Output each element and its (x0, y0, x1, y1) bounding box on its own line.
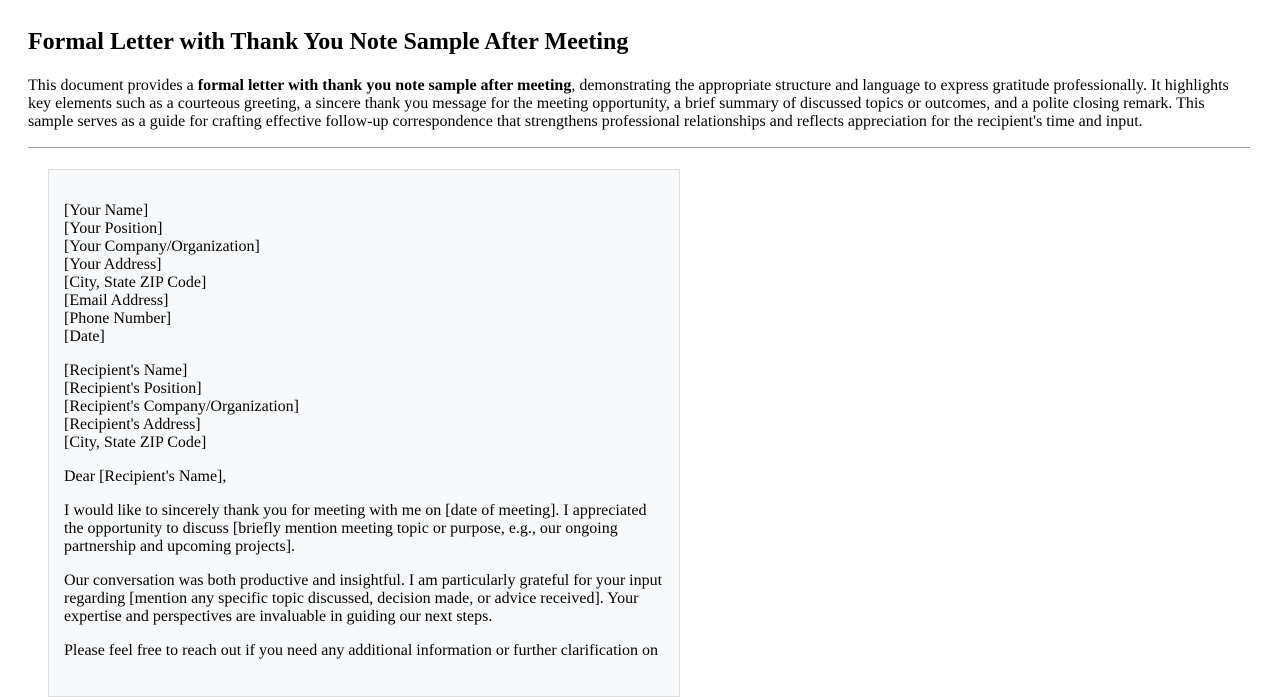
sender-name: [Your Name] (64, 202, 149, 219)
sender-phone: [Phone Number] (64, 310, 172, 327)
recipient-position: [Recipient's Position] (64, 380, 202, 397)
intro-paragraph (28, 77, 1230, 131)
recipient-city-state-zip: [City, State ZIP Code] (64, 434, 207, 451)
intro-bold-phrase: formal letter with thank you note sample after meeting (197, 77, 572, 94)
letter-date: [Date] (64, 328, 105, 345)
intro-text-before: This document provides a (28, 77, 198, 94)
recipient-address: [Recipient's Address] (64, 416, 201, 433)
recipient-company: [Recipient's Company/Organization] (64, 398, 299, 415)
salutation: Dear [Recipient's Name], (64, 468, 227, 485)
body-paragraph-3: Please feel free to reach out if you need any additional information or further clarification on (64, 642, 658, 659)
sender-email: [Email Address] (64, 292, 169, 309)
page-title: Formal Letter with Thank You Note Sample After Meeting (28, 29, 629, 55)
section-divider (28, 147, 1250, 148)
body-paragraph-1: I would like to sincerely thank you for meeting with me on [date of meeting]. I appreciated the opportunity to discuss [briefly mention meeting topic or purpose, e.g., our ongoing partnership and upcoming projects]. (64, 502, 647, 555)
sender-address-block (64, 202, 664, 346)
sender-position: [Your Position] (64, 220, 163, 237)
recipient-name: [Recipient's Name] (64, 362, 188, 379)
intro-text-after: , demonstrating the appropriate structure and language to express gratitude professionally. It highlights key elements such as a courteous greeting, a sincere thank you message for the meeting opportunity, a brief summary of discussed topics or outcomes, and a polite closing remark. This sample serves as a guide for crafting effective follow-up correspondence that strengthens professional relationships and reflects appreciation for the recipient's time and input. (28, 77, 1229, 130)
letter-sample-box (48, 169, 680, 697)
sender-address: [Your Address] (64, 256, 162, 273)
recipient-address-block (64, 362, 664, 452)
sender-company: [Your Company/Organization] (64, 238, 260, 255)
body-paragraph-2: Our conversation was both productive and insightful. I am particularly grateful for your input regarding [mention any specific topic discussed, decision made, or advice received]. Your expertise and perspectives are invaluable in guiding our next steps. (64, 572, 663, 625)
sender-city-state-zip: [City, State ZIP Code] (64, 274, 207, 291)
